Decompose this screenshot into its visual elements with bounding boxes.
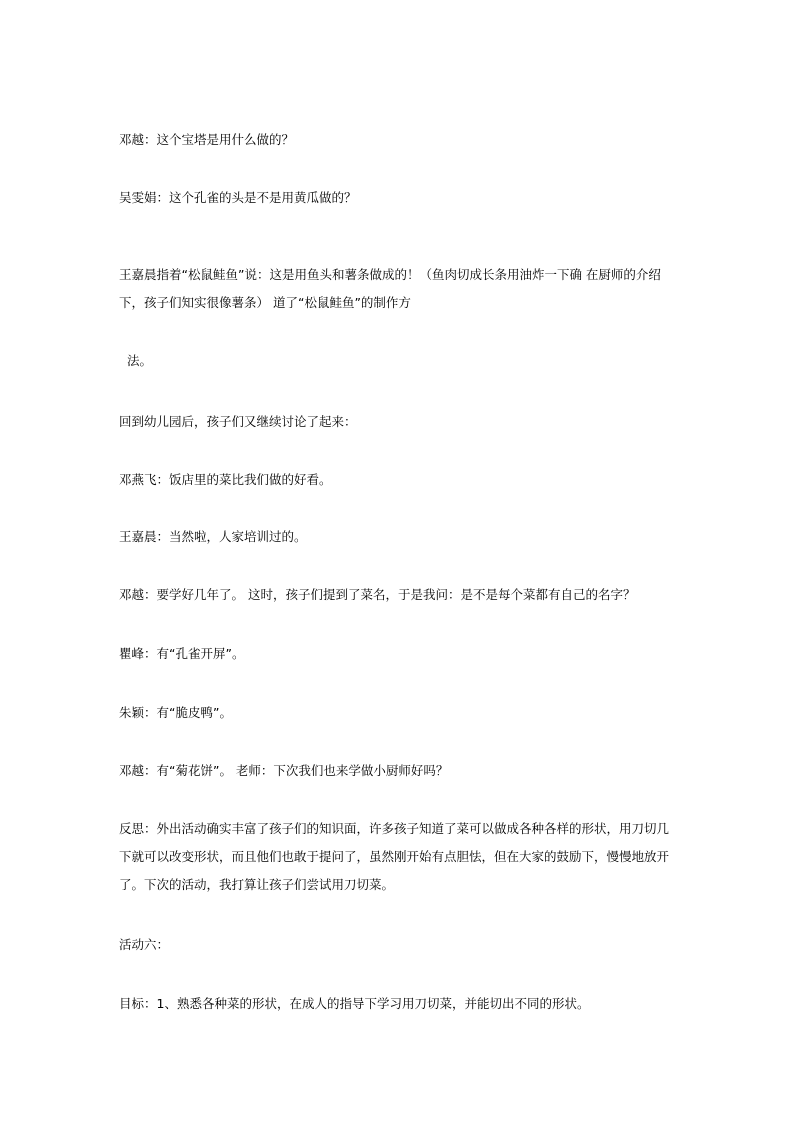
dialogue-dengyue-pagoda: 邓越：这个宝塔是用什么做的？ — [119, 132, 295, 147]
dialogue-dengyue-teacher: 邓越：有“菊花饼”。 老师：下次我们也来学做小厨师好吗？ — [119, 763, 449, 778]
activity-goal: 目标：1、熟悉各种菜的形状，在成人的指导下学习用刀切菜，并能切出不同的形状。 — [119, 996, 590, 1011]
activity-six-heading: 活动六： — [119, 937, 170, 952]
dialogue-wangjiachen-fish-continued: 法。 — [127, 353, 153, 368]
dialogue-dengyue-years: 邓越：要学好几年了。 这时，孩子们提到了菜名，于是我问：是不是每个菜都有自己的名字？ — [119, 587, 636, 602]
narration-back-to-kindergarten: 回到幼儿园后，孩子们又继续讨论了起来： — [119, 414, 357, 429]
dialogue-wangjiachen-fish: 王嘉晨指着“松鼠鲑鱼”说：这是用鱼头和薯条做成的！（鱼肉切成长条用油炸一下确 在厨师的介绍下，孩子们知实很像薯条） 道了“松鼠鲑鱼”的制作方 — [119, 267, 661, 310]
dialogue-zhuying: 朱颖：有“脆皮鸭”。 — [119, 705, 232, 720]
dialogue-dengyanfei: 邓燕飞：饭店里的菜比我们做的好看。 — [119, 472, 332, 487]
dialogue-wuwenjuan-peacock: 吴雯娟：这个孔雀的头是不是用黄瓜做的？ — [119, 190, 357, 205]
dialogue-qufeng: 瞿峰：有“孔雀开屏”。 — [119, 646, 245, 661]
dialogue-wangjiachen-trained: 王嘉晨：当然啦，人家培训过的。 — [119, 529, 307, 544]
reflection-paragraph: 反思：外出活动确实丰富了孩子们的知识面，许多孩子知道了菜可以做成各种各样的形状，用刀切几下就可以改变形状，而且他们也敢于提问了，虽然刚开始有点胆怯，但在大家的鼓励下，慢慢地放开了。下次的活动，我打算让孩子们尝试用刀切菜。 — [119, 821, 670, 892]
